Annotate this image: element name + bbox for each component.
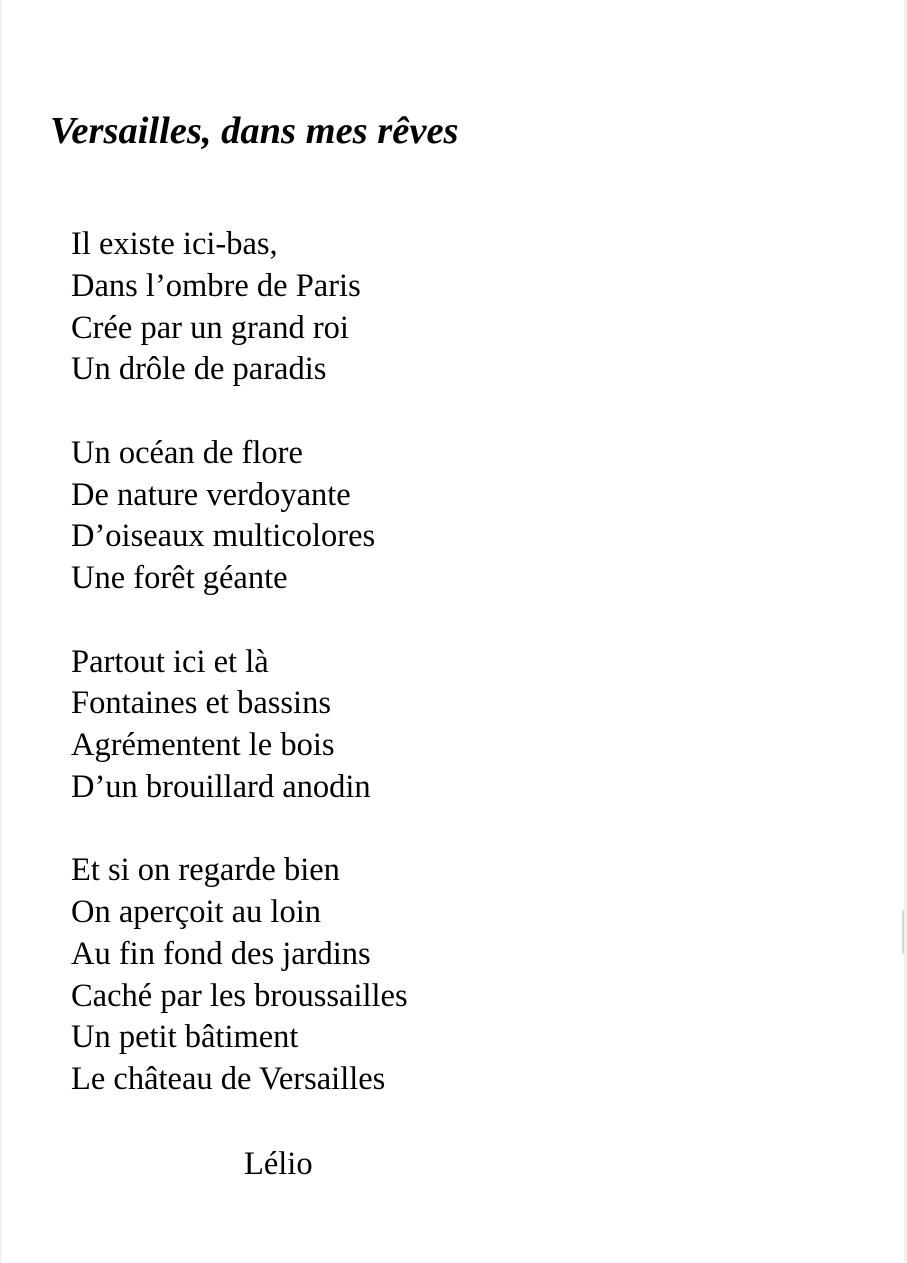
poem-line: Il existe ici-bas, <box>71 226 278 262</box>
poem-line: Un petit bâtiment <box>71 1019 299 1056</box>
stanza-1 <box>71 224 408 391</box>
author-signature: Lélio <box>244 1146 313 1182</box>
poem-line: Un drôle de paradis <box>71 351 327 388</box>
poem-line: Caché par les broussailles <box>71 977 408 1014</box>
poem-line: Fontaines et bassins <box>71 685 331 722</box>
poem-line: Un océan de flore <box>71 434 303 471</box>
stanza-3 <box>71 642 408 809</box>
poem-line: Le château de Versailles <box>71 1061 386 1097</box>
poem-line: Une forêt géante <box>71 560 288 596</box>
poem-line: D’oiseaux multicolores <box>71 518 376 555</box>
stanza-4 <box>71 850 408 1101</box>
stanza-2 <box>71 433 408 600</box>
scrollbar-thumb[interactable] <box>902 910 904 954</box>
poem-line: De nature verdoyante <box>71 476 351 513</box>
poem-body <box>71 224 408 1101</box>
poem-line: Crée par un grand roi <box>71 309 349 346</box>
poem-line: On aperçoit au loin <box>71 894 321 930</box>
poem-line: Et si on regarde bien <box>71 852 340 889</box>
poem-line: D’un brouillard anodin <box>71 768 371 805</box>
poem-line: Au fin fond des jardins <box>71 935 371 972</box>
poem-title: Versailles, dans mes rêves <box>50 110 459 152</box>
poem-line: Dans l’ombre de Paris <box>71 267 361 304</box>
poem-line: Partout ici et là <box>71 643 269 680</box>
poem-line: Agrémentent le bois <box>71 727 335 763</box>
